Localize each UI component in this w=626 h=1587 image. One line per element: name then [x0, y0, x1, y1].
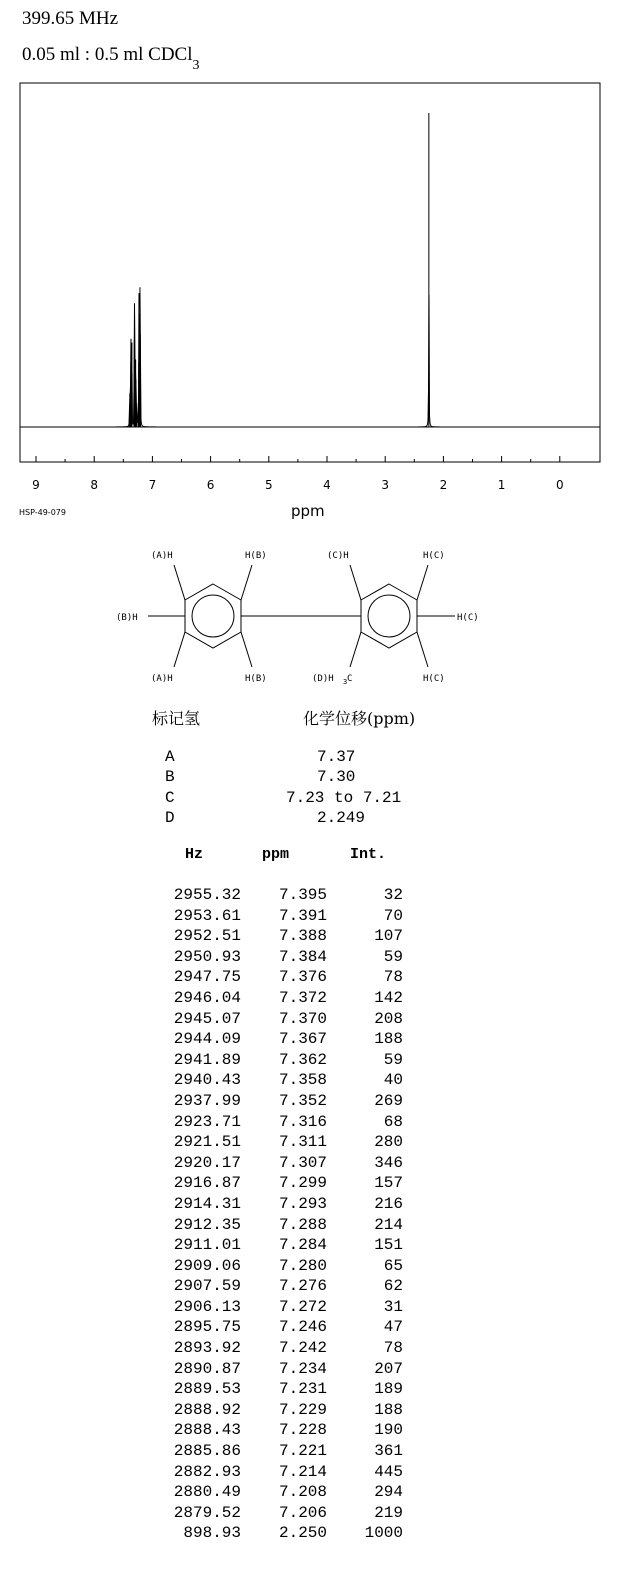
- hz-cell: 2947.75: [173, 968, 241, 987]
- hz-cell: 2955.32: [173, 886, 241, 904]
- ppm-cell: 7.288: [278, 1215, 327, 1234]
- int-cell: 78: [383, 968, 403, 987]
- table-row: [148, 988, 403, 1009]
- table-row: [148, 1462, 403, 1483]
- bond-la1: [174, 565, 185, 600]
- int-cell: 59: [383, 1050, 403, 1069]
- int-cell: 68: [383, 1112, 403, 1131]
- table-row: [148, 1297, 403, 1318]
- ppm-cell: 2.250: [278, 1524, 327, 1543]
- ppm-cell: 7.284: [278, 1236, 327, 1255]
- ppm-cell: 7.388: [278, 927, 327, 946]
- int-cell: 189: [374, 1380, 403, 1399]
- hz-cell: 2882.93: [173, 1462, 241, 1481]
- ppm-cell: 7.367: [278, 1030, 327, 1049]
- assign-label-a: A: [165, 748, 175, 766]
- int-cell: 142: [374, 988, 403, 1007]
- label-la1: (A)H: [151, 551, 173, 561]
- hz-cell: 2893.92: [173, 1339, 241, 1358]
- assign-shift-a: 7.37: [317, 748, 356, 766]
- table-row: [148, 1441, 403, 1462]
- label-rc2: H(C): [423, 551, 445, 561]
- ppm-cell: 7.372: [278, 988, 327, 1007]
- hz-cell: 2945.07: [173, 1009, 241, 1028]
- table-row: [148, 947, 403, 968]
- int-cell: 107: [374, 927, 403, 946]
- int-cell: 208: [374, 1009, 403, 1028]
- hz-cell: 2885.86: [173, 1442, 241, 1461]
- table-row: [148, 906, 403, 927]
- hz-cell: 2890.87: [173, 1359, 241, 1378]
- bond-la2: [174, 632, 185, 667]
- label-rc3: H(C): [457, 613, 479, 623]
- ppm-cell: 7.299: [278, 1174, 327, 1193]
- assign-shift-c: 7.23 to 7.21: [286, 789, 402, 807]
- hz-cell: 2914.31: [173, 1194, 241, 1213]
- label-rc4: H(C): [423, 674, 445, 684]
- hz-cell: 2909.06: [173, 1256, 241, 1275]
- hz-cell: 2937.99: [173, 1091, 241, 1110]
- table-row: [148, 1338, 403, 1359]
- x-tick-label: 3: [381, 478, 390, 492]
- ppm-cell: 7.391: [278, 906, 327, 925]
- table-row: [148, 967, 403, 988]
- label-lb1: H(B): [245, 551, 267, 561]
- bond-lb1: [241, 565, 252, 600]
- peak-table: [148, 885, 403, 1544]
- ppm-cell: 7.214: [278, 1462, 327, 1481]
- table-row: [148, 1050, 403, 1071]
- table-row: [148, 1112, 403, 1133]
- peak-header-hz: Hz: [185, 846, 204, 863]
- right-ring-aromatic-circle: [368, 595, 410, 637]
- hz-cell: 2921.51: [173, 1133, 241, 1152]
- hz-cell: 2920.17: [173, 1153, 241, 1172]
- solvent-subscript: 3: [192, 57, 200, 73]
- int-cell: 40: [383, 1071, 403, 1090]
- spectrometer-frequency: 399.65 MHz: [22, 8, 119, 29]
- table-row: [148, 1276, 403, 1297]
- table-row: [148, 1153, 403, 1174]
- table-row: [148, 1215, 403, 1236]
- table-row: [148, 926, 403, 947]
- bond-methyl: [350, 632, 361, 667]
- ppm-cell: 7.276: [278, 1277, 327, 1296]
- ppm-cell: 7.242: [278, 1339, 327, 1358]
- spectrum-trace: [20, 293, 600, 427]
- assign-label-b: B: [165, 768, 175, 786]
- table-row: [148, 1379, 403, 1400]
- x-tick-label: 0: [555, 478, 564, 492]
- ppm-cell: 7.358: [278, 1071, 327, 1090]
- table-row: [148, 1235, 403, 1256]
- peak-header-ppm: ppm: [262, 846, 290, 863]
- hz-cell: 2906.13: [173, 1297, 241, 1316]
- int-cell: 31: [383, 1297, 403, 1316]
- bond-rc1: [350, 565, 361, 600]
- ppm-cell: 7.229: [278, 1400, 327, 1419]
- x-tick-label: 4: [323, 478, 331, 492]
- assignment-col2-header: 化学位移(ppm): [303, 709, 416, 728]
- table-row: [148, 1400, 403, 1421]
- label-la2: (A)H: [151, 674, 173, 684]
- int-cell: 62: [383, 1277, 403, 1296]
- ppm-cell: 7.316: [278, 1112, 327, 1131]
- label-lb2: (B)H: [116, 613, 138, 623]
- right-ring: [361, 584, 417, 648]
- bond-rc2: [417, 565, 428, 600]
- table-row: [148, 1523, 403, 1544]
- assign-shift-b: 7.30: [317, 768, 356, 786]
- int-cell: 59: [383, 947, 403, 966]
- int-cell: 361: [374, 1442, 403, 1461]
- int-cell: 65: [383, 1256, 403, 1275]
- hz-cell: 898.93: [183, 1524, 241, 1543]
- bond-rc4: [417, 632, 428, 667]
- label-methyl-sub: 3: [343, 678, 348, 686]
- molecule-bonds: [148, 565, 455, 667]
- plot-frame: [20, 83, 600, 462]
- solvent-text: 0.05 ml : 0.5 ml CDCl: [22, 44, 193, 65]
- int-cell: 188: [374, 1400, 403, 1419]
- hz-cell: 2916.87: [173, 1174, 241, 1193]
- hz-cell: 2907.59: [173, 1277, 241, 1296]
- hz-cell: 2895.75: [173, 1318, 241, 1337]
- int-cell: 214: [374, 1215, 403, 1234]
- int-cell: 1000: [364, 1524, 403, 1543]
- hz-cell: 2950.93: [173, 947, 241, 966]
- hz-cell: 2889.53: [173, 1380, 241, 1399]
- table-row: [148, 1503, 403, 1524]
- hz-cell: 2923.71: [173, 1112, 241, 1131]
- table-row: [148, 1070, 403, 1091]
- assign-label-c: C: [165, 789, 175, 807]
- int-cell: 445: [374, 1462, 403, 1481]
- x-tick-label: 5: [264, 478, 273, 492]
- x-tick-label: 7: [148, 478, 157, 492]
- table-row: [148, 1317, 403, 1338]
- label-methyl-h: (D)H: [312, 674, 334, 684]
- ppm-cell: 7.307: [278, 1153, 327, 1172]
- hz-cell: 2952.51: [173, 927, 241, 946]
- hz-cell: 2888.43: [173, 1421, 241, 1440]
- ppm-cell: 7.206: [278, 1503, 327, 1522]
- label-rc1: (C)H: [327, 551, 349, 561]
- int-cell: 70: [383, 906, 403, 925]
- assign-shift-d: 2.249: [317, 809, 366, 827]
- hz-cell: 2944.09: [173, 1030, 241, 1049]
- int-cell: 269: [374, 1091, 403, 1110]
- table-row: [148, 1009, 403, 1030]
- ppm-cell: 7.384: [278, 947, 327, 966]
- x-tick-label: 1: [497, 478, 506, 492]
- int-cell: 32: [383, 886, 403, 904]
- int-cell: 47: [383, 1318, 403, 1337]
- ppm-cell: 7.272: [278, 1297, 327, 1316]
- label-methyl-c: C: [347, 674, 353, 684]
- hz-cell: 2953.61: [173, 906, 241, 925]
- x-tick-label: 8: [90, 478, 99, 492]
- hz-cell: 2911.01: [173, 1236, 241, 1255]
- assign-label-d: D: [165, 809, 175, 827]
- hz-cell: 2879.52: [173, 1503, 241, 1522]
- table-row: [148, 885, 403, 906]
- table-row: [148, 1256, 403, 1277]
- table-row: [148, 1029, 403, 1050]
- ppm-cell: 7.208: [278, 1483, 327, 1502]
- ppm-cell: 7.231: [278, 1380, 327, 1399]
- int-cell: 151: [374, 1236, 403, 1255]
- ppm-cell: 7.370: [278, 1009, 327, 1028]
- ppm-cell: 7.395: [278, 886, 327, 904]
- int-cell: 280: [374, 1133, 403, 1152]
- ppm-cell: 7.376: [278, 968, 327, 987]
- int-cell: 188: [374, 1030, 403, 1049]
- x-tick-label: 9: [32, 478, 40, 492]
- int-cell: 294: [374, 1483, 403, 1502]
- hz-cell: 2880.49: [173, 1483, 241, 1502]
- peak-header-int: Int.: [350, 846, 387, 863]
- left-ring: [185, 584, 241, 648]
- ppm-cell: 7.352: [278, 1091, 327, 1110]
- hz-cell: 2946.04: [173, 988, 241, 1007]
- hz-cell: 2941.89: [173, 1050, 241, 1069]
- nmr-spectrum-chart: [0, 0, 626, 530]
- hz-cell: 2940.43: [173, 1071, 241, 1090]
- int-cell: 78: [383, 1339, 403, 1358]
- int-cell: 207: [374, 1359, 403, 1378]
- x-tick-label: 6: [206, 478, 215, 492]
- ppm-cell: 7.293: [278, 1194, 327, 1213]
- left-ring-aromatic-circle: [192, 595, 234, 637]
- ppm-cell: 7.311: [278, 1133, 327, 1152]
- assignment-col1-header: 标记氢: [152, 709, 201, 728]
- hz-cell: 2912.35: [173, 1215, 241, 1234]
- int-cell: 157: [374, 1174, 403, 1193]
- table-row: [148, 1132, 403, 1153]
- bond-lb3: [241, 632, 252, 667]
- ppm-cell: 7.280: [278, 1256, 327, 1275]
- spectrum-id: HSP-49-079: [19, 508, 66, 517]
- int-cell: 190: [374, 1421, 403, 1440]
- table-row: [148, 1420, 403, 1441]
- ppm-cell: 7.228: [278, 1421, 327, 1440]
- label-lb3: H(B): [245, 674, 267, 684]
- int-cell: 219: [374, 1503, 403, 1522]
- table-row: [148, 1091, 403, 1112]
- table-row: [148, 1194, 403, 1215]
- x-tick-label: 2: [439, 478, 448, 492]
- table-row: [148, 1173, 403, 1194]
- ppm-cell: 7.234: [278, 1359, 327, 1378]
- hz-cell: 2888.92: [173, 1400, 241, 1419]
- int-cell: 216: [374, 1194, 403, 1213]
- table-row: [148, 1359, 403, 1380]
- ppm-cell: 7.246: [278, 1318, 327, 1337]
- x-axis-label: ppm: [291, 502, 325, 520]
- int-cell: 346: [374, 1153, 403, 1172]
- table-row: [148, 1482, 403, 1503]
- ppm-cell: 7.221: [278, 1442, 327, 1461]
- ppm-cell: 7.362: [278, 1050, 327, 1069]
